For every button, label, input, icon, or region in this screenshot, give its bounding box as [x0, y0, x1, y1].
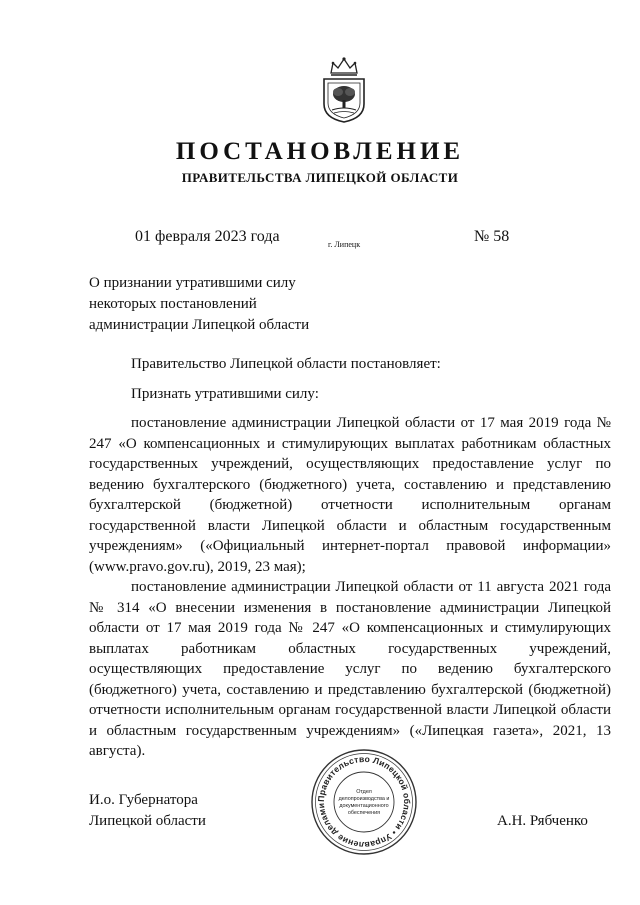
document-date: 01 февраля 2023 года [135, 228, 280, 245]
signatory-position-line: Липецкой области [89, 813, 206, 829]
document-body [89, 354, 611, 762]
signatory-position-line: И.о. Губернатора [89, 792, 198, 808]
seal-center-line: Отдел [356, 789, 372, 795]
signatory-position [89, 790, 206, 832]
document-place: г. Липецк [328, 240, 361, 249]
official-seal-icon [310, 748, 418, 856]
seal-ring-text: Правительство Липецкой области • Управление делами [315, 753, 413, 851]
subject-line: некоторых постановлений [89, 296, 257, 312]
coat-of-arms-icon [318, 56, 370, 124]
document-number: № 58 [474, 228, 510, 245]
body-paragraph: Правительство Липецкой области постановляет: [131, 356, 441, 372]
document-subject [89, 273, 369, 336]
body-paragraph: постановление администрации Липецкой области от 11 августа 2021 года № 314 «О внесении изменения в постановление администрации Липецкой области от 17 мая 2019 года № 247 «О компенсационных и стимулирующих выплатах работникам областных государственных учреждений, осуществляющих предоставление услуг по ведению бухгалтерского (бюджетного) учета, составлению и представлению бухгалтерской (бюджетной) отчетности исполнительным органам государственной власти Липецкой области и областным государственным учреждениям» («Липецкая газета», 2021, 13 августа). [89, 579, 611, 759]
seal-center-line: документационного [339, 803, 389, 809]
subject-line: администрации Липецкой области [89, 317, 310, 333]
signatory-name: А.Н. Рябченко [497, 813, 588, 829]
document-type-title: ПОСТАНОВЛЕНИЕ [175, 138, 465, 165]
body-paragraph: постановление администрации Липецкой области от 17 мая 2019 года № 247 «О компенсационных и стимулирующих выплатах работникам областных государственных учреждений, осуществляющих предоставление услуг по ведению бухгалтерского (бюджетного) учета, составлению и представлению бухгалтерской (бюджетной) отчетности исполнительным органам государственной власти Липецкой области и областным государственным учреждениям» («Официальный интернет-портал правовой информации» (www.pravo.gov.ru), 2019, 23 мая); [89, 415, 611, 575]
body-paragraph: Признать утратившими силу: [131, 385, 319, 402]
issuing-authority: ПРАВИТЕЛЬСТВА ЛИПЕЦКОЙ ОБЛАСТИ [181, 170, 459, 185]
seal-center-line: обеспечения [347, 810, 381, 816]
seal-center-line: делопроизводства и [338, 796, 390, 802]
subject-line: О признании утратившими силу [89, 275, 296, 291]
